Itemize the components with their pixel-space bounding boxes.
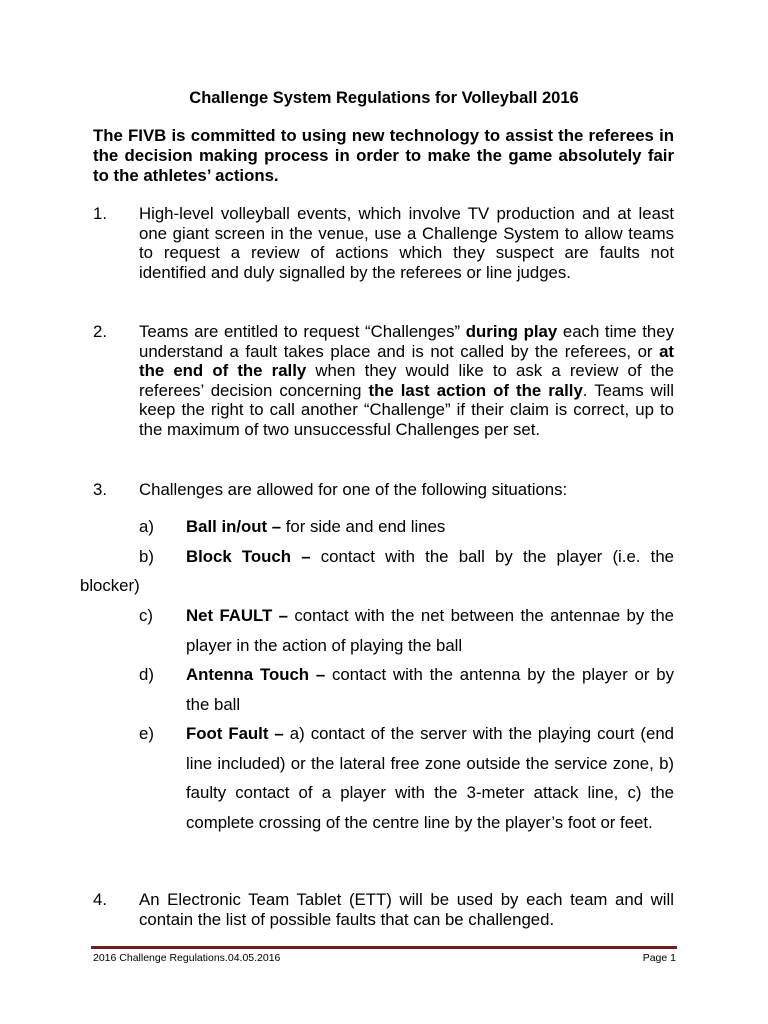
situation-text: Foot Fault – a) contact of the server with the playing court (end line included) or the lateral free zone outside the service zone, b) faulty contact of a player with the 3-meter attack line, c) the complete crossing of the centre line by the player’s foot or feet. — [186, 724, 674, 832]
intro-paragraph: The FIVB is committed to using new technology to assist the referees in the decision making process in order to make the game absolutely fair to the athletes’ actions. — [93, 126, 674, 185]
situation-item — [93, 719, 674, 837]
list-item — [93, 204, 674, 282]
item-text: An Electronic Team Tablet (ETT) will be used by each team and will contain the list of possible faults that can be challenged. — [139, 890, 674, 929]
situation-letter: a) — [139, 517, 154, 536]
item-number: 2. — [93, 322, 107, 341]
footer-document-id: 2016 Challenge Regulations.04.05.2016 — [93, 952, 281, 964]
item-text: Challenges are allowed for one of the following situations: — [139, 480, 568, 499]
situation-text: Net FAULT – contact with the net between the antennae by the player in the action of playing the ball — [186, 606, 675, 655]
situation-text: Block Touch – contact with the ball by the player (i.e. the — [186, 547, 674, 566]
situation-item — [93, 542, 674, 572]
situation-item — [93, 660, 674, 719]
item-number: 4. — [93, 890, 107, 909]
situation-letter: e) — [139, 724, 154, 743]
situation-text: Antenna Touch – contact with the antenna by the player or by the ball — [186, 665, 674, 714]
situation-continuation: blocker) — [80, 576, 140, 595]
situation-item — [93, 512, 674, 542]
item-number: 1. — [93, 204, 107, 223]
situation-letter: b) — [139, 547, 154, 566]
footer-rule — [91, 946, 677, 949]
list-item — [93, 322, 674, 439]
item-text: High-level volleyball events, which involve TV production and at least one giant screen in the venue, use a Challenge System to allow teams to request a review of actions which they suspect are faults not identified and duly signalled by the referees or line judges. — [139, 204, 674, 282]
list-item — [93, 890, 674, 929]
document-title: Challenge System Regulations for Volleyball 2016 — [189, 89, 579, 107]
item-text: Teams are entitled to request “Challenges” during play each time they understand a fault takes place and is not called by the referees, or at the end of the rally when they would like to ask a review of the referees’ decision concerning the last action of the rally. Teams will keep the right to call another “Challenge” if their claim is correct, up to the maximum of two unsuccessful Challenges per set. — [139, 322, 674, 439]
situation-letter: d) — [139, 665, 154, 684]
situation-item — [93, 601, 674, 660]
list-item — [93, 480, 674, 500]
footer-page-number: Page 1 — [642, 952, 676, 964]
situation-text: Ball in/out – for side and end lines — [186, 517, 446, 536]
situation-letter: c) — [139, 606, 153, 625]
item-number: 3. — [93, 480, 107, 499]
